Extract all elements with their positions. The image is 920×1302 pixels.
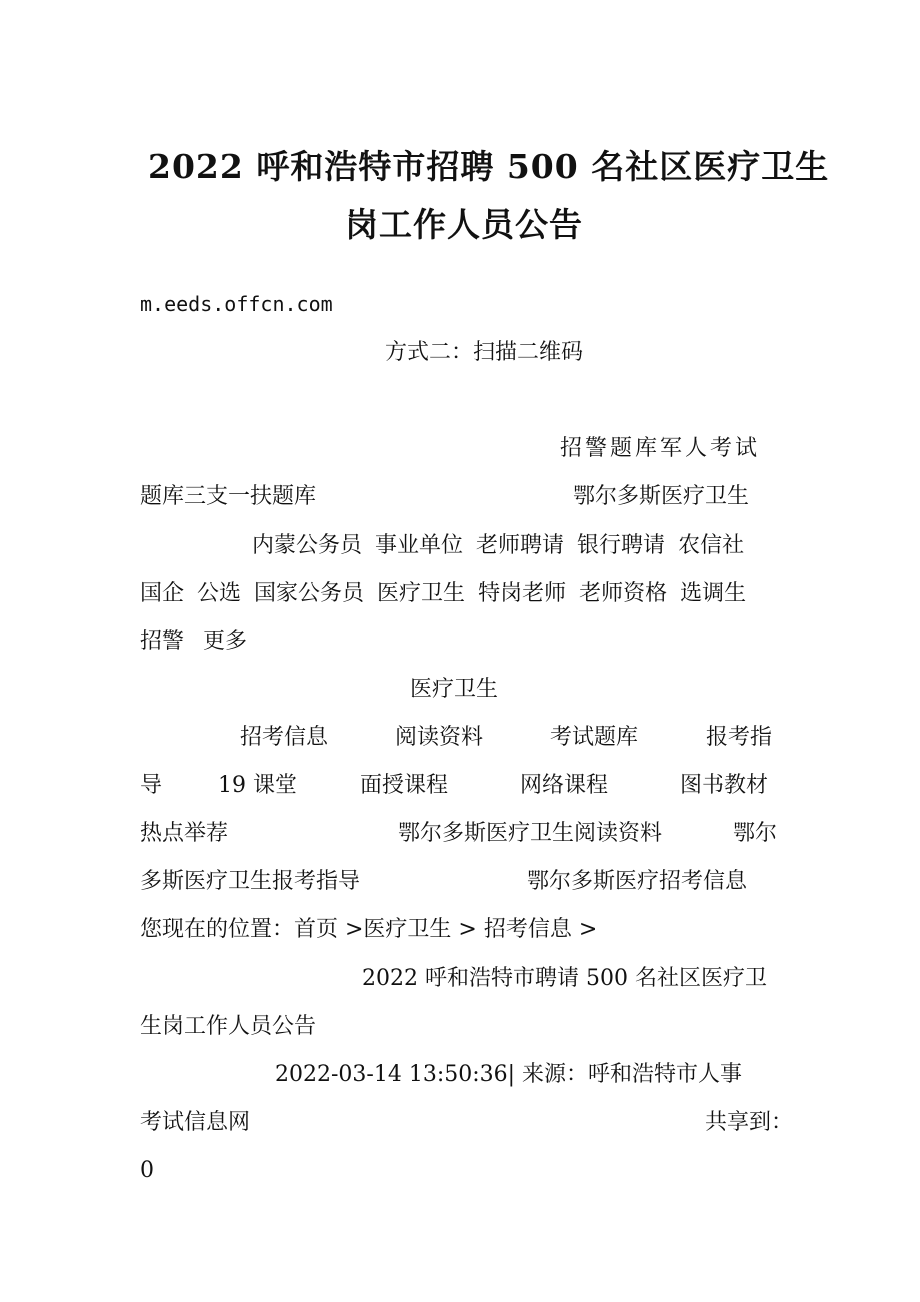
link-ordos-medical[interactable]: 鄂尔多斯医疗卫生 xyxy=(573,484,750,509)
menu-books[interactable]: 图书教材 xyxy=(680,773,769,798)
doc-title-line2: 岗工作人员公告 xyxy=(345,205,583,244)
category-public-institution[interactable]: 事业单位 xyxy=(375,533,464,558)
category-row-3 xyxy=(140,631,247,653)
doc-title-line1: 2022 呼和浩特市招聘 500 名社区医疗卫生 xyxy=(148,147,830,186)
menu-classroom[interactable]: 19 课堂 xyxy=(218,773,297,798)
section-title: 医疗卫生 xyxy=(410,677,499,702)
related-guide-link-part1[interactable]: 鄂尔 xyxy=(733,821,778,846)
menu-guide-part1[interactable]: 报考指 xyxy=(706,725,773,750)
related-guide-link-part2[interactable]: 多斯医疗卫生报考指导 xyxy=(140,869,361,894)
scan-method-text: 方式二：扫描二维码 xyxy=(385,340,584,365)
category-teacher-hiring[interactable]: 老师聘请 xyxy=(476,533,565,558)
menu-guide-part2[interactable]: 导 xyxy=(140,773,163,798)
category-row-1 xyxy=(252,535,744,557)
article-title-line1: 2022 呼和浩特市聘请 500 名社区医疗卫 xyxy=(362,966,767,991)
article-source-cont: 考试信息网 xyxy=(140,1110,251,1135)
share-label[interactable]: 共享到： xyxy=(705,1110,794,1135)
site-url[interactable]: m.eeds.offcn.com xyxy=(140,292,333,316)
category-public-selection[interactable]: 公选 xyxy=(197,581,242,606)
category-national-civil[interactable]: 国家公务员 xyxy=(254,581,365,606)
category-rural-credit[interactable]: 农信社 xyxy=(678,533,745,558)
article-date-source: 2022-03-14 13:50:36| 来源：呼和浩特市人事 xyxy=(275,1062,743,1087)
category-selected-graduate[interactable]: 选调生 xyxy=(680,581,747,606)
menu-question-bank[interactable]: 考试题库 xyxy=(550,725,639,750)
link-police-military[interactable]: 招警题库军人考试 xyxy=(560,436,761,461)
category-inner-mongolia-civil[interactable]: 内蒙公务员 xyxy=(252,533,363,558)
category-row-2 xyxy=(140,583,746,605)
related-exam-info-link[interactable]: 鄂尔多斯医疗招考信息 xyxy=(527,869,748,894)
category-more[interactable]: 更多 xyxy=(203,629,248,654)
menu-hot-recommend[interactable]: 热点举荐 xyxy=(140,821,229,846)
related-reading-link[interactable]: 鄂尔多斯医疗卫生阅读资料 xyxy=(398,821,663,846)
category-state-enterprise[interactable]: 国企 xyxy=(140,581,185,606)
menu-reading[interactable]: 阅读资料 xyxy=(395,725,484,750)
link-sanzhi-yifu[interactable]: 题库三支一扶题库 xyxy=(140,484,317,509)
share-count: 0 xyxy=(140,1158,154,1183)
menu-face-course[interactable]: 面授课程 xyxy=(360,773,449,798)
menu-exam-info[interactable]: 招考信息 xyxy=(240,725,329,750)
category-police[interactable]: 招警 xyxy=(140,629,185,654)
category-medical[interactable]: 医疗卫生 xyxy=(377,581,466,606)
menu-online-course[interactable]: 网络课程 xyxy=(520,773,609,798)
category-teacher-qualification[interactable]: 老师资格 xyxy=(579,581,668,606)
category-bank-hiring[interactable]: 银行聘请 xyxy=(577,533,666,558)
article-title-line2: 生岗工作人员公告 xyxy=(140,1014,317,1039)
breadcrumb: 您现在的位置：首页 >医疗卫生 > 招考信息 > xyxy=(140,917,598,942)
category-special-teacher[interactable]: 特岗老师 xyxy=(478,581,567,606)
